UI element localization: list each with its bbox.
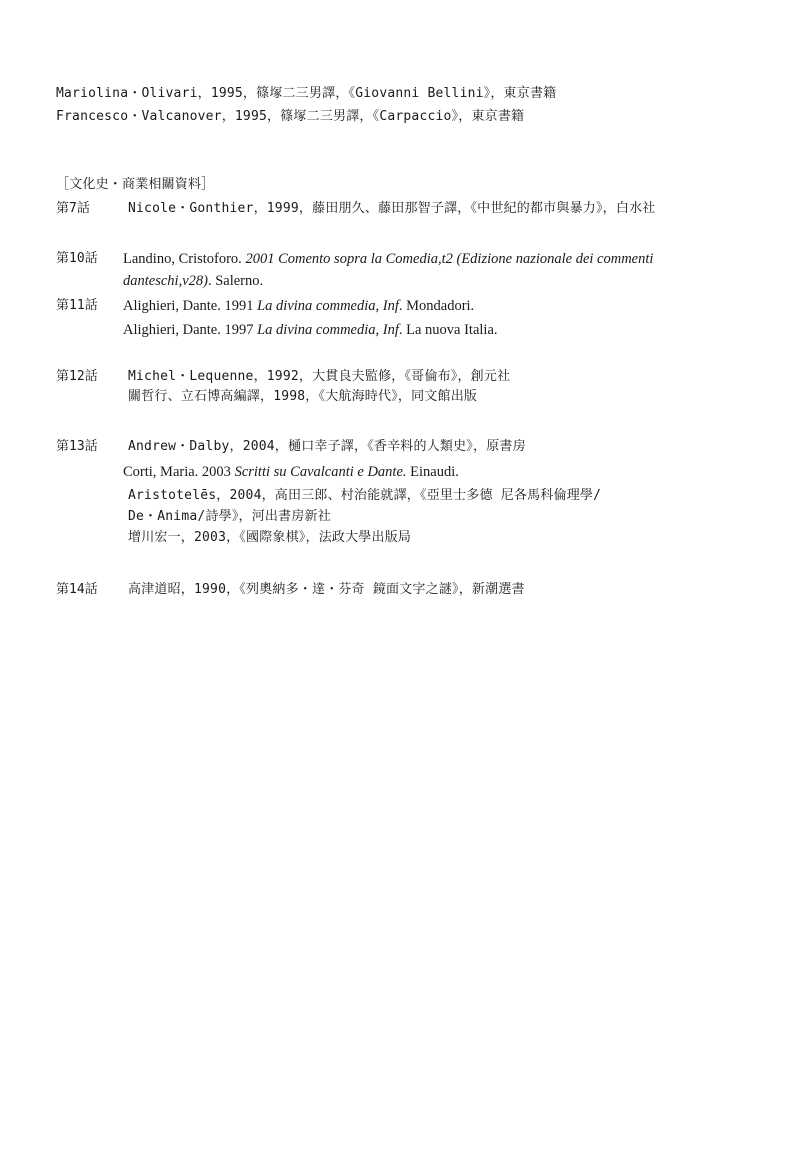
ref-landino-line2	[123, 271, 263, 291]
ref-gonthier: Nicole・Gonthier，1999，藤田朋久、藤田那智子譯，《中世紀的都市與暴力》，白水社	[128, 201, 656, 216]
ref-alighieri-1997-author: Alighieri, Dante. 1997	[123, 322, 258, 338]
ref-landino-line1	[123, 249, 653, 269]
chapter-label-14: 第14話	[56, 582, 98, 597]
ref-alighieri-1991	[123, 296, 474, 316]
ref-landino-title: 2001 Comento sopra la Comedia,t2 (Edizione nazionale dei commenti	[245, 251, 654, 267]
chapter-label-11: 第11話	[56, 298, 98, 313]
chapter-label-13: 第13話	[56, 439, 98, 454]
chapter-label-12: 第12話	[56, 369, 98, 384]
ref-alighieri-1997-publisher: . La nuova Italia.	[398, 322, 498, 338]
ref-alighieri-1997	[123, 320, 498, 340]
ref-aristoteles-line2: De・Anima/詩學》，河出書房新社	[128, 509, 331, 524]
ref-alighieri-1991-publisher: . Mondadori.	[398, 298, 475, 314]
ref-masukawa: 增川宏一，2003，《國際象棋》，法政大學出版局	[128, 530, 412, 545]
ref-corti-author: Corti, Maria. 2003	[123, 464, 235, 480]
ref-corti	[123, 462, 459, 482]
ref-landino-author: Landino, Cristoforo.	[123, 251, 246, 267]
ref-valcanover: Francesco・Valcanover，1995，篠塚二三男譯，《Carpaccio》，東京書籍	[56, 109, 525, 124]
ref-alighieri-1991-author: Alighieri, Dante. 1991	[123, 298, 258, 314]
ref-olivari: Mariolina・Olivari，1995，篠塚二三男譯，《Giovanni Bellini》，東京書籍	[56, 86, 557, 101]
ref-dalby: Andrew・Dalby，2004，樋口幸子譯，《香辛料的人類史》，原書房	[128, 439, 526, 454]
ref-alighieri-1991-title: La divina commedia, Inf	[257, 298, 399, 314]
ref-takatsu: 高津道昭，1990，《列奧納多・達・芬奇 鏡面文字之謎》，新潮選書	[128, 582, 525, 597]
ref-lequenne: Michel・Lequenne，1992，大貫良夫監修，《哥倫布》，創元社	[128, 369, 511, 384]
chapter-label-7: 第7話	[56, 201, 90, 216]
ref-alighieri-1997-title: La divina commedia, Inf	[257, 322, 399, 338]
ref-landino-publisher: . Salerno.	[207, 273, 264, 289]
ref-landino-title-cont: danteschi,v28)	[123, 273, 208, 289]
ref-aristoteles-line1: Aristotelēs，2004，高田三郎、村治能就譯，《亞里士多德 尼各馬科倫理學/	[128, 488, 602, 503]
chapter-label-10: 第10話	[56, 251, 98, 266]
ref-seki: 關哲行、立石博高編譯，1998，《大航海時代》，同文館出版	[128, 389, 478, 404]
ref-corti-title: Scritti su Cavalcanti e Dante.	[234, 464, 407, 480]
section-heading: ［文化史・商業相關資料］	[56, 177, 215, 192]
ref-corti-publisher: Einaudi.	[406, 464, 459, 480]
